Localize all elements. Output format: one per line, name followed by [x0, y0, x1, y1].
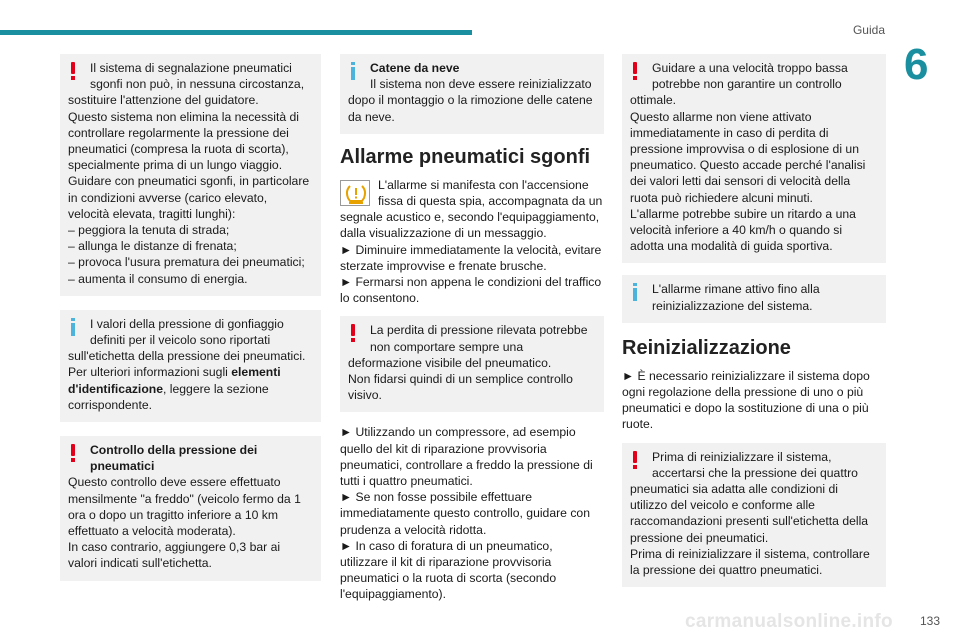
- step: ► Utilizzando un compressore, ad esempio quello del kit di riparazione provvisoria pneumatici, controllare a freddo la pressione di tutti i quattro pneumatici.: [340, 425, 593, 489]
- warning-box-tyre-system: Il sistema di segnalazione pneumatici sgonfi non può, in nessuna circostanza, sostituire l'attenzione del guidatore. Questo sistema non elimina la necessità di controllare regolarmente la pressione dei pneumatici (compresa la ruota di scorta), specialmente prima di un lungo viaggio. Guidare con pneumatici sgonfi, in particolare in condizioni avverse (carico elevato, velocità elevata, tragitti lunghi): – peggiora la tenuta di strada; – allunga le distanze di frenata; – provoca l'usura prematura dei pneumatici; – aumenta il consumo di energia.: [60, 54, 321, 296]
- column-2: [340, 54, 604, 603]
- chapter-number: 6: [904, 40, 929, 89]
- warning-box-pressure-loss: La perdita di pressione rilevata potrebbe non comportare sempre una deformazione visibile del pneumatico. Non fidarsi quindi di un semplice controllo visivo.: [340, 316, 604, 412]
- warning-text: Questo controllo deve essere effettuato mensilmente "a freddo" (veicolo fermo da 1 ora o dopo un tragitto inferiore a 10 km effettuato a velocità moderata). In caso contrario, aggiungere 0,3 bar ai valori indicati sull'etichetta.: [68, 475, 301, 571]
- step: ► Fermarsi non appena le condizioni del traffico lo consentono.: [340, 275, 602, 306]
- warning-box-pressure-check: Controllo della pressione dei pneumatici Questo controllo deve essere effettuato mensilmente "a freddo" (veicolo fermo da 1 ora o dopo un tragitto inferiore a 10 km effettuato a velocità moderata). In caso contrario, aggiungere 0,3 bar ai valori indicati sull'etichetta.: [60, 436, 321, 581]
- tyre-pressure-warning-lamp-icon: [340, 180, 370, 206]
- warning-icon: [633, 451, 638, 468]
- column-1: [60, 54, 321, 593]
- step: ► Diminuire immediatamente la velocità, evitare sterzate improvvise e frenate brusche.: [340, 242, 602, 273]
- warning-box-low-speed: Guidare a una velocità troppo bassa potrebbe non garantire un controllo ottimale. Questo allarme non viene attivato immediatamente in caso di perdita di pressione improvvisa o di esplosione di un pneumatico. Questo accade perché l'analisi dei valori letti dai sensori di velocità della ruota può richiedere alcuni minuti. L'allarme potrebbe subire un ritardo a una velocità inferiore a 40 km/h o quando si adotta una modalità di guida sportiva.: [622, 54, 886, 263]
- watermark: carmanualsonline.info: [685, 611, 893, 632]
- page-number: 133: [919, 614, 940, 628]
- header-accent-bar: [0, 30, 472, 35]
- warning-box-before-reinit: Prima di reinizializzare il sistema, accertarsi che la pressione dei quattro pneumatici sia adatta alle condizioni di utilizzo del veicolo e conforme alle raccomandazioni presenti sull'etichetta della pressione dei pneumatici. Prima di reinizializzare il sistema, controllare la pressione dei quattro pneumatici.: [622, 443, 886, 588]
- info-text: sull'etichetta della pressione dei pneumatici. Per ulteriori informazioni sugli elementi d'identificazione, leggere la sezione corrispondente.: [68, 349, 306, 412]
- section-title: Guida: [852, 23, 885, 37]
- warning-icon: [71, 62, 76, 79]
- info-icon: [71, 318, 76, 336]
- steps-after: [340, 424, 604, 602]
- info-icon: [351, 62, 356, 80]
- step: ► In caso di foratura di un pneumatico, utilizzare il kit di riparazione provvisoria pneumatici o la ruota di scorta (secondo l'equipaggiamento).: [340, 538, 557, 602]
- info-box-alert-active: L'allarme rimane attivo fino alla reinizializzazione del sistema.: [622, 275, 886, 322]
- reinit-paragraph: ► È necessario reinizializzare il sistema dopo ogni regolazione della pressione di uno o più pneumatici e dopo la sostituzione di una o più ruote.: [622, 368, 870, 432]
- info-icon: [633, 283, 638, 301]
- heading-reinitialisation: Reinizializzazione: [622, 336, 791, 359]
- info-box-snow-chains: Catene da neve Il sistema non deve essere reinizializzato dopo il montaggio o la rimozione delle catene da neve.: [340, 54, 604, 134]
- step: ► Se non fosse possibile effettuare immediatamente questo controllo, guidare con prudenza a velocità ridotta.: [340, 490, 590, 537]
- warning-icon: [633, 62, 638, 79]
- warning-icon: [71, 444, 76, 461]
- heading-deflated-tyre-alert: Allarme pneumatici sgonfi: [340, 145, 591, 168]
- warning-icon: [351, 324, 356, 341]
- warning-text: sostituire l'attenzione del guidatore. Questo sistema non elimina la necessità di controllare regolarmente la pressione dei pneumatici (compresa la ruota di scorta), specialmente prima di un lungo viaggio. Guidare con pneumatici sgonfi, in particolare in condizioni avverse (carico elevato, velocità elevata, tragitti lunghi): – peggiora la tenuta di strada; – allunga le distanze di frenata; – provoca l'usura prematura dei pneumatici; – aumenta il consumo di energia.: [68, 93, 310, 286]
- column-3: [622, 54, 886, 599]
- info-box-pressure-values: I valori della pressione di gonfiaggio definiti per il veicolo sono riportati sull'etichetta della pressione dei pneumatici. Per ulteriori informazioni sugli elementi d'identificazione, leggere la sezione corrispondente.: [60, 310, 321, 422]
- alert-intro: L'allarme si manifesta con l'accensione fissa di questa spia, accompagnata da un segnale acustico e, secondo l'equipaggiamento, dalla visualizzazione di un messaggio. ► Diminuire immediatamente la velocità, evitare sterzate improvvise e frenate brusche. ► Fermarsi non appena le condizioni del traffico lo consentono.: [340, 177, 603, 306]
